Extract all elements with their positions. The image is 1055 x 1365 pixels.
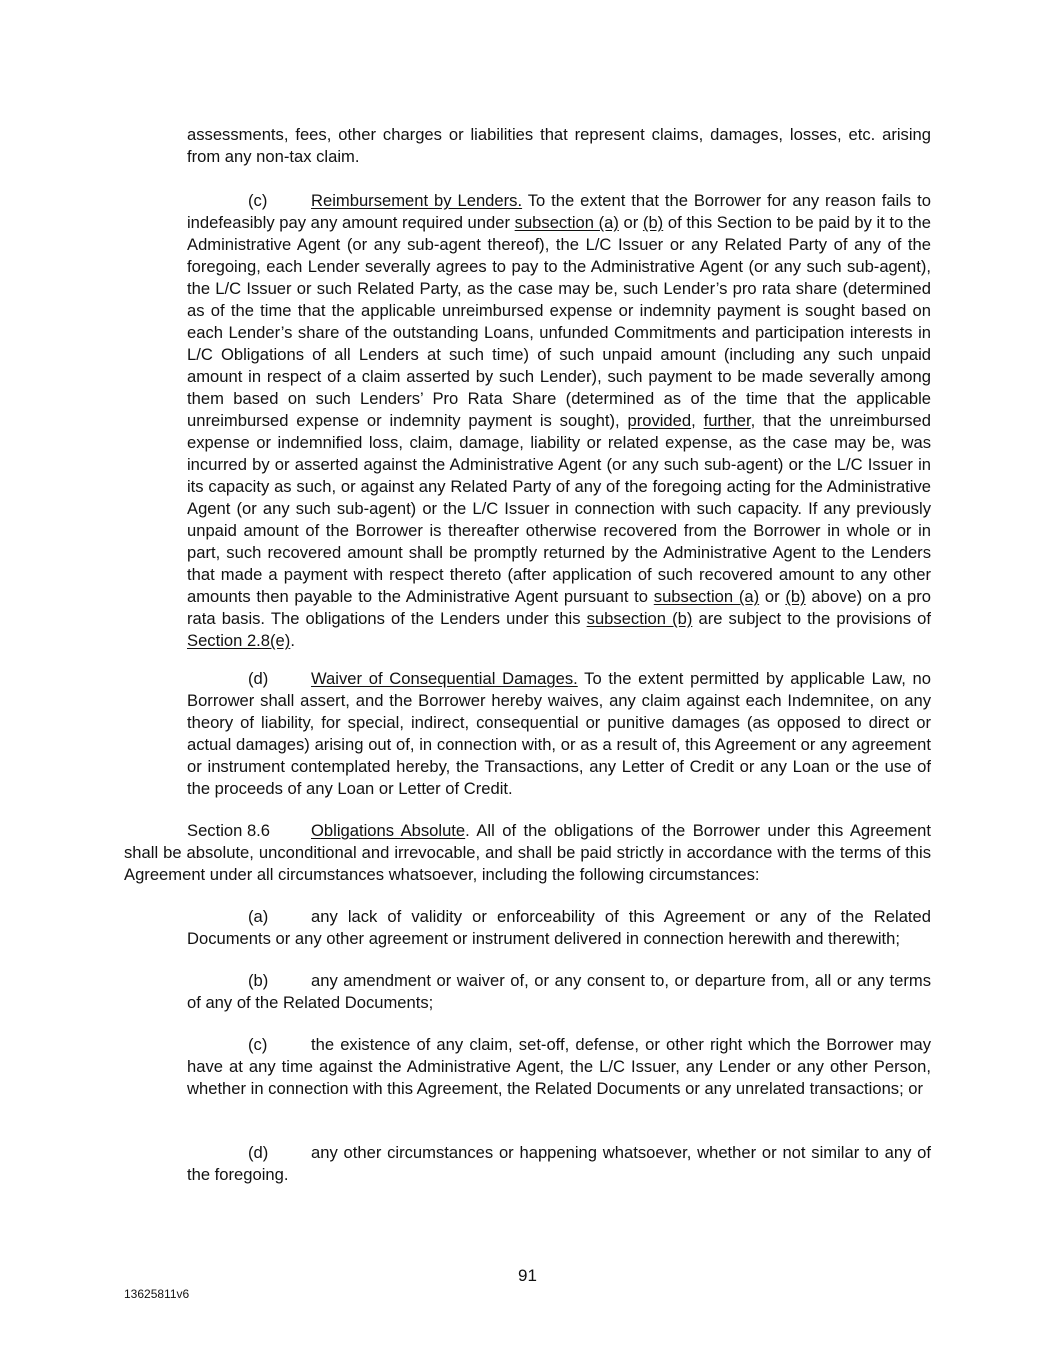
item-c-text: the existence of any claim, set-off, defense, or other right which the Borrower may have at any time against the Administrative Agent, the L/C Issuer, any Lender or any other Person, whether in connection with this Agreement, the Related Documents or any unrelated transactions; or <box>187 1035 931 1098</box>
paragraph-c-reimbursement <box>187 190 931 652</box>
section-8-6-item-b <box>187 970 931 1014</box>
paragraph-c-text-2: or <box>618 213 643 232</box>
paragraph-c-text-9: . <box>290 631 295 650</box>
paragraph-c-text-6: or <box>759 587 786 606</box>
paragraph-c-ref-further: further <box>703 411 751 430</box>
paragraph-c-text-4: , <box>691 411 704 430</box>
paragraph-d-heading: Waiver of Consequential Damages. <box>311 669 578 688</box>
page-number: 91 <box>518 1266 537 1285</box>
item-b-text: any amendment or waiver of, or any consent to, or departure from, all or any terms of any of the Related Documents; <box>187 971 931 1012</box>
paragraph-c-ref-subsection-b: subsection (b) <box>586 609 693 628</box>
paragraph-c-ref-section-2-8e: Section 2.8(e) <box>187 631 291 650</box>
paragraph-c-text-5: , that the unreimbursed expense or indemnified loss, claim, damage, liability or related expense, as the case may be, was incurred by or asserted against the Administrative Agent (or any such sub-agent) or the L/C Issuer in its capacity as such, or against any Related Party of any of the foregoing acting for the Administrative Agent (or any such sub-agent) or the L/C Issuer in connection with such capacity. If any previously unpaid amount of the Borrower is thereafter otherwise recovered from the Borrower in whole or in part, such recovered amount shall be promptly returned by the Administrative Agent to the Lenders that made a payment with respect thereto (after application of such recovered amount to any other amounts then payable to the Administrative Agent pursuant to <box>187 411 931 606</box>
paragraph-d-label: (d) <box>248 669 269 688</box>
paragraph-d-text: To the extent permitted by applicable Law, no Borrower shall assert, and the Borrower hereby waives, any claim against each Indemnitee, on any theory of liability, for special, indirect, consequential or punitive damages (as opposed to direct or actual damages) arising out of, in connection with, or as a result of, this Agreement or any agreement or instrument contemplated hereby, the Transactions, any Letter of Credit or any Loan or the use of the proceeds of any Loan or Letter of Credit. <box>187 669 931 798</box>
paragraph-c-heading: Reimbursement by Lenders. <box>311 191 523 210</box>
item-d-label: (d) <box>248 1143 269 1162</box>
paragraph-c-text-8: are subject to the provisions of <box>692 609 931 628</box>
paragraph-c-text-3: of this Section to be paid by it to the Administrative Agent (or any sub-agent thereof), the L/C Issuer or any Related Party of any of the foregoing, each Lender severally agrees to pay to the Administrative Agent (or any such sub-agent), the L/C Issuer or such Related Party, as the case may be, such Lender’s pro rata share (determined as of the time that the applicable unreimbursed expense or indemnity payment is sought based on each Lender’s share of the outstanding Loans, unfunded Commitments and participation interests in L/C Obligations of all Lenders at such time) of such unpaid amount (including any such unpaid amount in respect of a claim asserted by such Lender), such payment to be made severally among them based on such Lenders’ Pro Rata Share (determined as of the time that the applicable unreimbursed expense or indemnity payment is sought), <box>187 213 931 430</box>
section-8-6-label: Section 8.6 <box>187 821 271 840</box>
paragraph-c-ref-b-2: (b) <box>785 587 806 606</box>
paragraph-c-ref-subsection-a-2: subsection (a) <box>653 587 760 606</box>
section-8-6-item-d <box>187 1142 931 1186</box>
paragraph-c-text-1: To the extent that the Borrower for any reason fails to indefeasibly pay any amount required under <box>187 191 931 232</box>
paragraph-c-ref-subsection-a: subsection (a) <box>514 213 619 232</box>
section-8-6-text: . All of the obligations of the Borrower under this Agreement shall be absolute, unconditional and irrevocable, and shall be paid strictly in accordance with the terms of this Agreement under all circumstances whatsoever, including the following circumstances: <box>124 821 931 884</box>
paragraph-c-text-7: above) on a pro rata basis. The obligations of the Lenders under this <box>187 587 931 628</box>
paragraph-c-ref-b: (b) <box>642 213 664 232</box>
intro-paragraph <box>187 124 931 168</box>
section-8-6-item-a <box>187 906 931 950</box>
intro-text: assessments, fees, other charges or liabilities that represent claims, damages, losses, etc. arising from any non-tax claim. <box>187 125 931 166</box>
item-c-label: (c) <box>248 1035 268 1054</box>
item-a-label: (a) <box>248 907 269 926</box>
section-8-6 <box>124 820 931 886</box>
paragraph-d-waiver <box>187 668 931 800</box>
item-b-label: (b) <box>248 971 269 990</box>
item-a-text: any lack of validity or enforceability of this Agreement or any of the Related Documents or any other agreement or instrument delivered in connection herewith and therewith; <box>187 907 931 948</box>
paragraph-c-ref-provided: provided <box>627 411 692 430</box>
document-id: 13625811v6 <box>124 1287 190 1301</box>
item-d-text: any other circumstances or happening whatsoever, whether or not similar to any of the foregoing. <box>187 1143 931 1184</box>
section-8-6-item-c <box>187 1034 931 1100</box>
section-8-6-heading: Obligations Absolute <box>311 821 466 840</box>
paragraph-c-label: (c) <box>248 191 268 210</box>
